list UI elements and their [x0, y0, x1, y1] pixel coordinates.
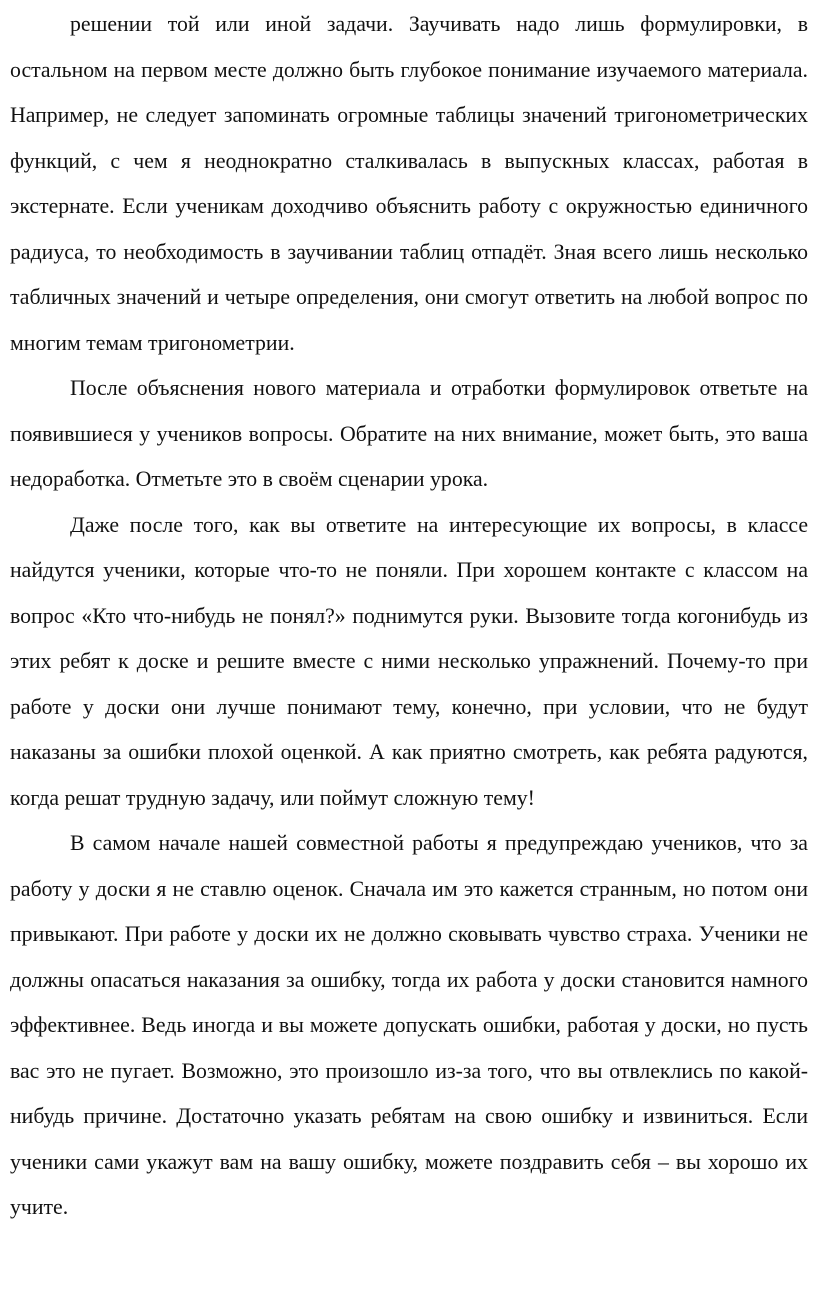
paragraph-4: В самом начале нашей совместной работы я предупреждаю учеников, что за работу у доски я не ставлю оценок. Сначала им это кажется странным, но потом они привыкают. При работе у доски их не должно сковывать чувство страха. Ученики не должны опасаться наказания за ошибку, тогда их работа у доски становится намного эффективнее. Ведь иногда и вы можете допускать ошибки, работая у доски, но пусть вас это не пугает. Возможно, это произошло из-за того, что вы отвлеклись по какой-нибудь причине. Достаточно указать ребятам на свою ошибку и извиниться. Если ученики сами укажут вам на вашу ошибку, можете поздравить себя – вы хорошо их учите.	[10, 831, 808, 1219]
paragraph-2: После объяснения нового материала и отработки формулировок ответьте на появившиеся у учеников вопросы. Обратите на них внимание, может быть, это ваша недоработка. Отметьте это в своём сценарии урока.	[10, 376, 808, 491]
paragraph-1: решении той или иной задачи. Заучивать надо лишь формулировки, в остальном на первом месте должно быть глубокое понимание изучаемого материала. Например, не следует запоминать огромные таблицы значений тригонометрических функций, с чем я неоднократно сталкивалась в выпускных классах, работая в экстернате. Если ученикам доходчиво объяснить работу с окружностью единичного радиуса, то необходимость в заучивании таблиц отпадёт. Зная всего лишь несколько табличных значений и четыре определения, они смогут ответить на любой вопрос по многим темам тригонометрии.	[10, 12, 808, 355]
paragraph-3: Даже после того, как вы ответите на интересующие их вопросы, в классе найдутся ученики, которые что-то не поняли. При хорошем контакте с классом на вопрос «Кто что-нибудь не понял?» поднимутся руки. Вызовите тогда когонибудь из этих ребят к доске и решите вместе с ними несколько упражнений. Почему-то при работе у доски они лучше понимают тему, конечно, при условии, что не будут наказаны за ошибки плохой оценкой. А как приятно смотреть, как ребята радуются, когда решат трудную задачу, или поймут сложную тему!	[10, 512, 808, 810]
